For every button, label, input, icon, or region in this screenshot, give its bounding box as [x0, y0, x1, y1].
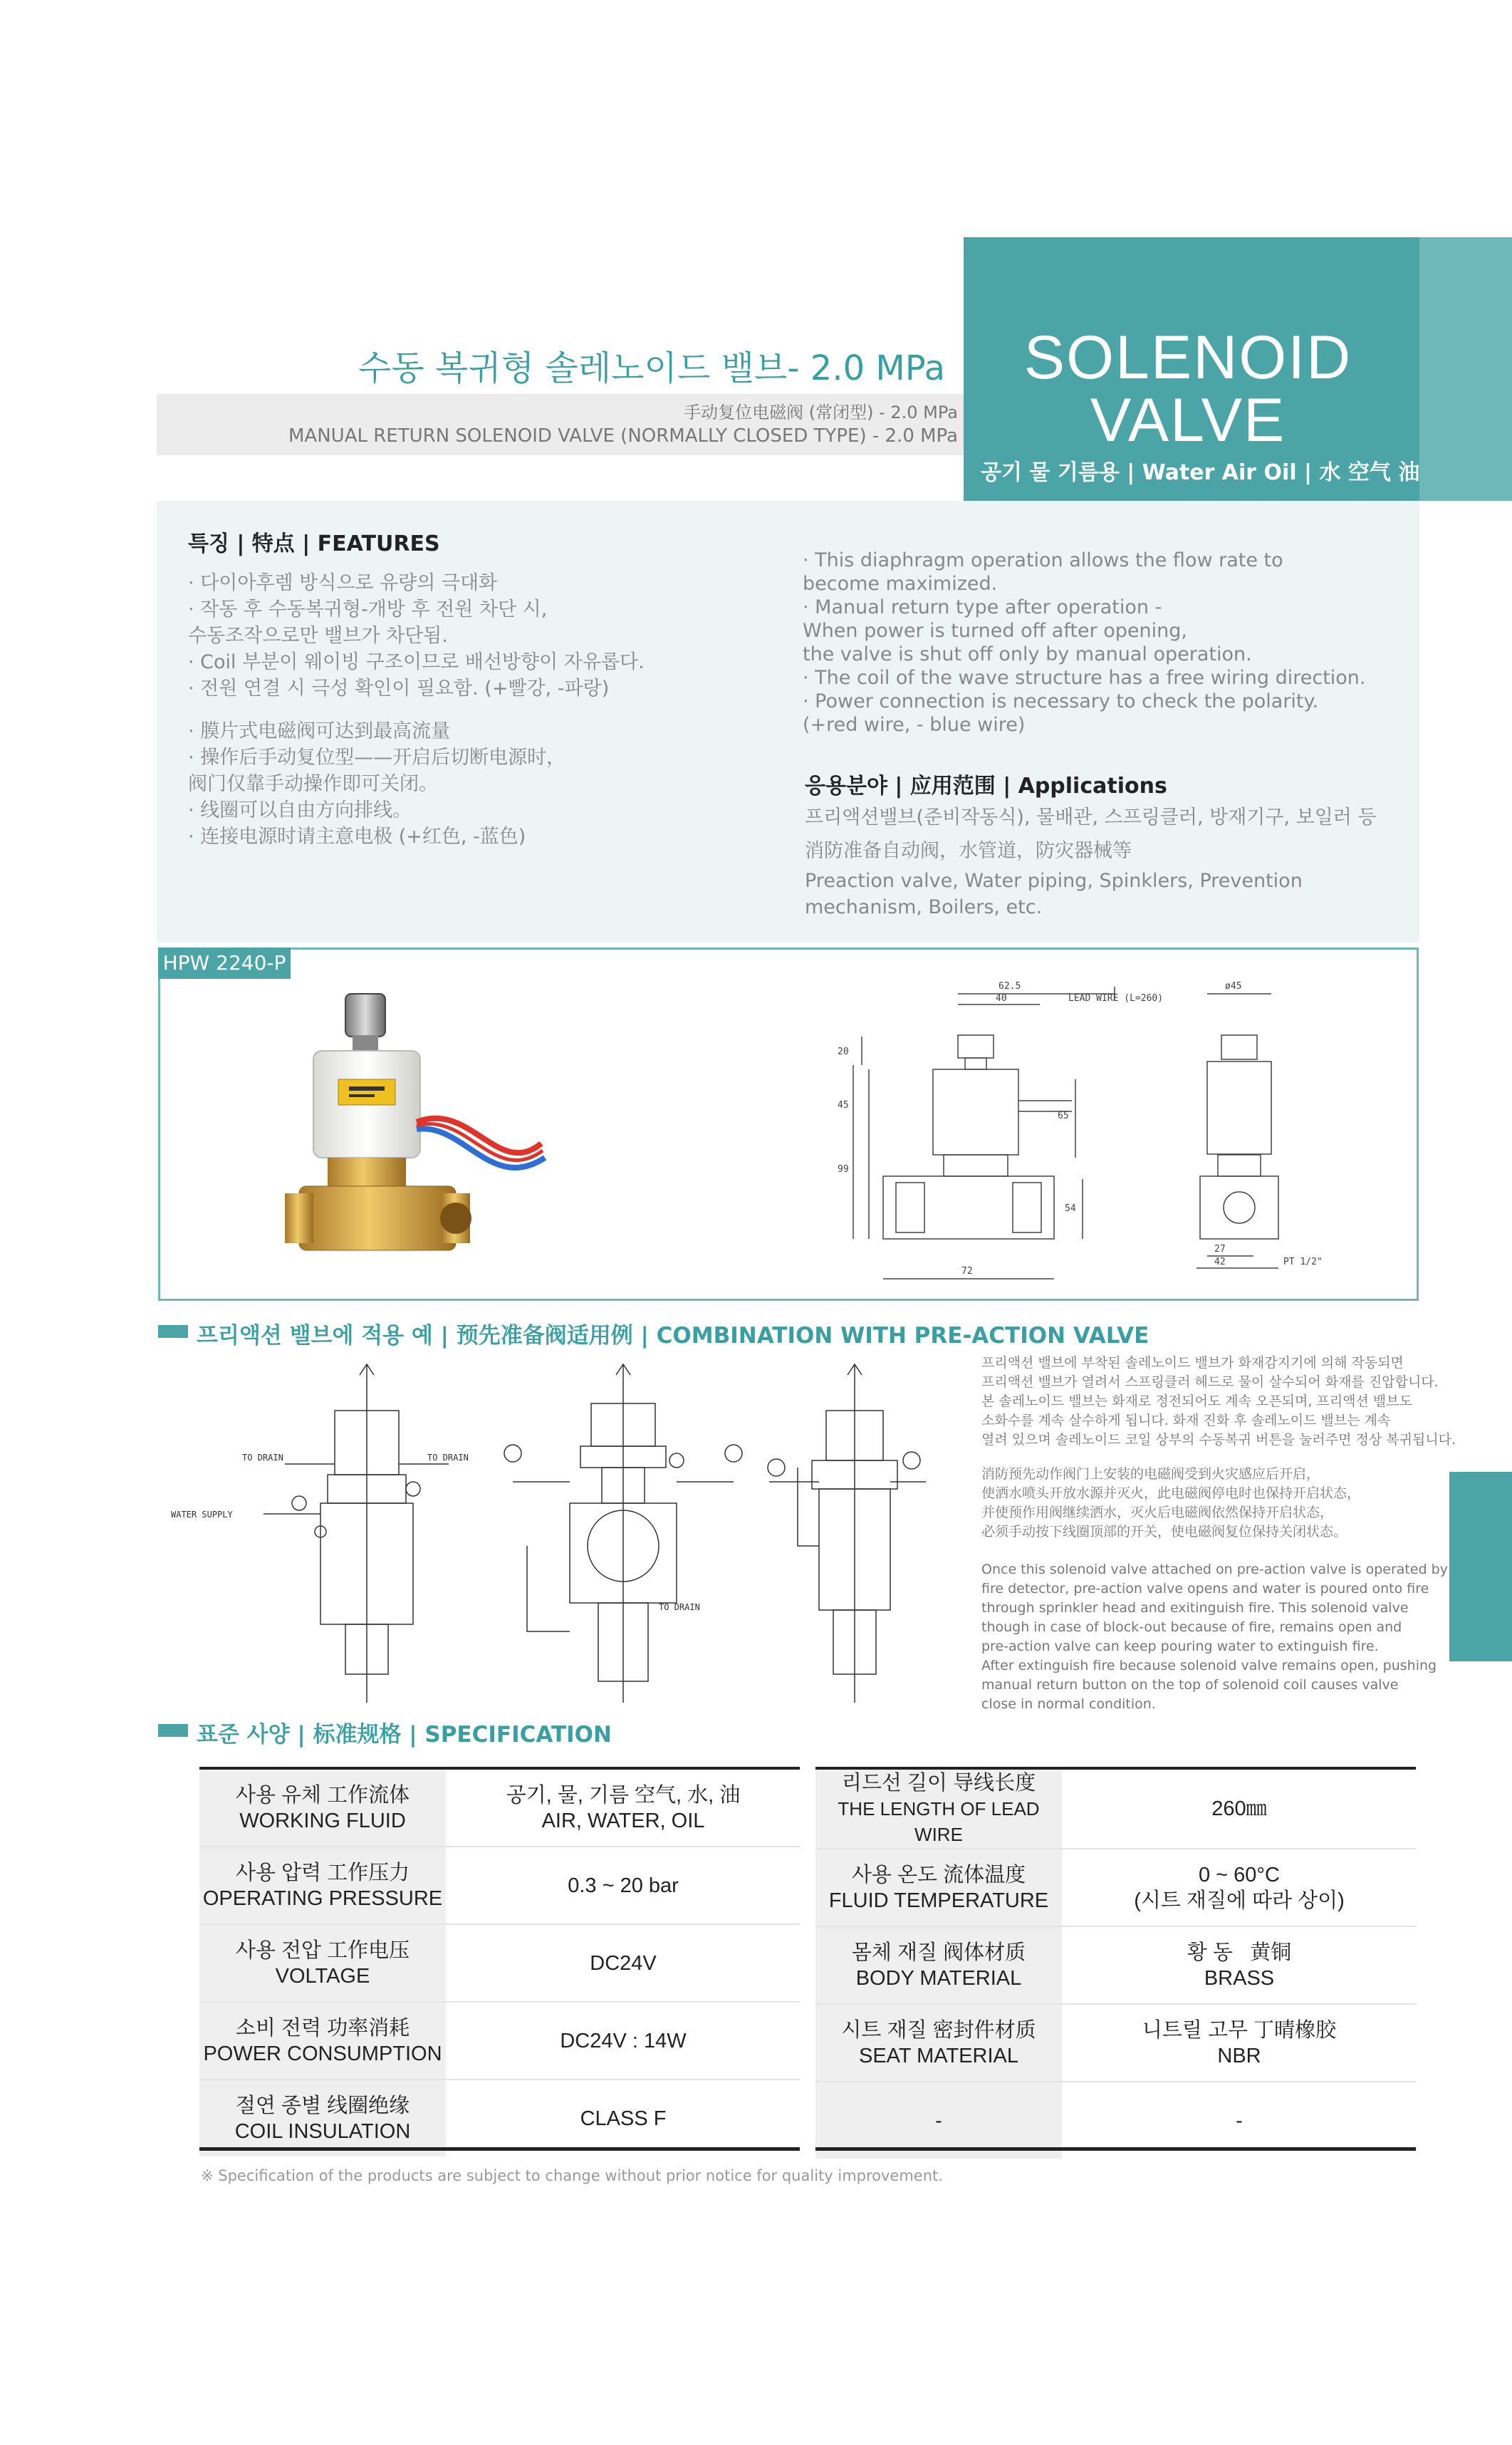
table-rule: [199, 2147, 800, 2151]
list-item: · 连接电源时请主意电极 (+红色, -蓝色): [188, 826, 526, 848]
desc-line: 必须手动按下线圈顶部的开关，使电磁阀复位保持关闭状态。: [981, 1524, 1347, 1540]
subtitle-bar: [157, 394, 964, 455]
desc-line: manual return button on the top of solenoid coil causes valve: [981, 1677, 1399, 1693]
features-heading: 특징 | 特点 | FEATURES: [188, 531, 440, 556]
desc-line: 并使预作用阀继续洒水，灭火后电磁阀依然保持开启状态，: [981, 1505, 1334, 1520]
dim-label: 42: [1214, 1257, 1226, 1267]
dim-label: 54: [1065, 1203, 1076, 1214]
dim-label: 65: [1058, 1111, 1069, 1121]
media-line: 공기 물 기름용 | Water Air Oil | 水 空气 油: [981, 460, 1420, 485]
spec-value: 공기, 물, 기름 空气, 水, 油 AIR, WATER, OIL: [506, 1783, 741, 1832]
dimension-drawing: [812, 965, 1353, 1289]
combination-desc-chinese: [981, 1465, 1360, 1542]
spec-label: 사용 유체 工作流体 WORKING FLUID: [199, 1770, 446, 1847]
desc-line: pre-action valve can keep pouring water to extinguish fire.: [981, 1639, 1379, 1654]
to-drain-label: TO DRAIN: [659, 1602, 700, 1612]
features-korean-list: [188, 570, 645, 702]
spec-label: 절연 종별 线圈绝缘 COIL INSULATION: [199, 2080, 446, 2156]
spec-value: DC24V: [590, 1951, 657, 1975]
spec-table-right: [815, 1770, 1417, 2159]
to-drain-label: TO DRAIN: [242, 1453, 283, 1463]
applications-text: [805, 801, 1377, 868]
dim-label: ø45: [1225, 981, 1242, 992]
desc-line: close in normal condition.: [981, 1696, 1156, 1712]
preaction-diagram: [171, 1361, 926, 1710]
spec-value: DC24V : 14W: [560, 2029, 687, 2052]
list-item: When power is turned off after opening,: [803, 620, 1187, 642]
desc-line: 프리액션 밸브가 열려서 스프링클러 헤드로 물이 살수되어 화재를 진압합니다.: [981, 1374, 1439, 1390]
spec-label: 사용 전압 工作电压 VOLTAGE: [199, 1924, 446, 2002]
list-item: 수동조작으로만 밸브가 차단됨.: [188, 625, 448, 647]
table-row: [199, 1770, 801, 1847]
side-tab: [1449, 1472, 1512, 1661]
spec-label: 사용 온도 流体温度 FLUID TEMPERATURE: [815, 1849, 1062, 1926]
desc-line: through sprinkler head and exitinguish fire. This solenoid valve: [981, 1600, 1409, 1616]
desc-line: 프리액션 밸브에 부착된 솔레노이드 밸브가 화재감지기에 의해 작동되면: [981, 1355, 1404, 1371]
applications-chinese: 消防准备自动阀，水管道，防灾器械等: [805, 840, 1132, 862]
page-title-korean: 수동 복귀형 솔레노이드 밸브- 2.0 MPa: [358, 348, 945, 388]
spec-table-left: [199, 1770, 801, 2156]
desc-line: Once this solenoid valve attached on pre-action valve is operated by: [981, 1562, 1448, 1577]
table-row: [815, 1770, 1417, 1849]
table-row: [199, 2080, 801, 2156]
page-title-chinese: 手动复位电磁阀 (常闭型) - 2.0 MPa: [684, 403, 958, 422]
spec-label: 사용 압력 工作压力 OPERATING PRESSURE: [199, 1847, 446, 1924]
applications-heading: 응용분야 | 应用范围 | Applications: [805, 774, 1167, 799]
desc-line: 소화수를 계속 살수하게 됩니다. 화재 진화 후 솔레노이드 밸브는 계속: [981, 1413, 1391, 1428]
combination-desc-english: [981, 1560, 1448, 1714]
list-item: · Manual return type after operation -: [803, 596, 1162, 618]
applications-english: [805, 868, 1303, 920]
applications-korean: 프리액션밸브(준비작동식), 물배관, 스프링클러, 방재기구, 보일러 등: [805, 806, 1377, 829]
table-row: [815, 1849, 1417, 1926]
spec-label: 리드선 길이 导线长度 THE LENGTH OF LEAD WIRE: [815, 1770, 1062, 1849]
combination-heading: 프리액션 밸브에 적용 예 | 预先准备阀适用例 | COMBINATION WITH PRE-ACTION VALVE: [197, 1323, 1149, 1349]
dim-label: 45: [838, 1100, 849, 1111]
spec-label: 소비 전력 功率消耗 POWER CONSUMPTION: [199, 2002, 446, 2080]
list-item: · The coil of the wave structure has a free wiring direction.: [803, 667, 1366, 689]
list-item: · This diaphragm operation allows the flow rate to: [803, 549, 1283, 571]
list-item: · Power connection is necessary to check the polarity.: [803, 690, 1319, 712]
dim-label: 20: [838, 1047, 849, 1057]
list-item: · 膜片式电磁阀可达到最高流量: [188, 720, 451, 742]
desc-line: 消防预先动作阀门上安装的电磁阀受到火灾感应后开启，: [981, 1466, 1320, 1482]
applications-english-1: Preaction valve, Water piping, Spinklers, Prevention: [805, 870, 1303, 892]
list-item: · 작동 후 수동복귀형-개방 후 전원 차단 시,: [188, 598, 548, 621]
features-chinese-list: [188, 718, 565, 850]
section-marker: [158, 1724, 188, 1737]
list-item: the valve is shut off only by manual operation.: [803, 643, 1252, 665]
title-solenoid: SOLENOID: [1023, 323, 1352, 392]
table-row: [199, 1924, 801, 2002]
spec-value: 260㎜: [1211, 1797, 1267, 1820]
table-row: [199, 2002, 801, 2080]
valve-photo: [285, 980, 612, 1279]
spec-value: 황 동 黄铜 BRASS: [1187, 1941, 1292, 1990]
table-row: [815, 1926, 1417, 2004]
table-row: [199, 1847, 801, 1924]
dim-label: 27: [1214, 1244, 1226, 1255]
desc-line: After extinguish fire because solenoid valve remains open, pushing: [981, 1658, 1437, 1673]
features-english-list: [803, 549, 1366, 737]
applications-english-2: mechanism, Boilers, etc.: [805, 896, 1043, 918]
list-item: · Coil 부분이 웨이빙 구조이므로 배선방향이 자유롭다.: [188, 651, 645, 673]
list-item: · 전원 연결 시 극성 확인이 필요함. (+빨강, -파랑): [188, 678, 610, 700]
desc-line: 본 솔레노이드 밸브는 화재로 정전되어도 계속 오픈되며, 프리액션 밸브도: [981, 1393, 1412, 1409]
spec-label: 몸체 재질 阀体材质 BODY MATERIAL: [815, 1926, 1062, 2004]
spec-label: -: [815, 2082, 1062, 2159]
dim-label: 40: [996, 993, 1007, 1004]
desc-line: 使洒水喷头开放水源并灭火，此电磁阀停电时也保持开启状态，: [981, 1485, 1361, 1501]
spec-value: 니트릴 고무 丁晴橡胶 NBR: [1142, 2018, 1337, 2067]
desc-line: though in case of block-out because of fire, remains open and: [981, 1619, 1402, 1635]
spec-label: 시트 재질 密封件材质 SEAT MATERIAL: [815, 2004, 1062, 2082]
spec-value: -: [1236, 2109, 1243, 2132]
dim-label: 62.5: [999, 981, 1021, 992]
list-item: (+red wire, - blue wire): [803, 714, 1026, 736]
section-marker: [158, 1325, 188, 1338]
list-item: become maximized.: [803, 573, 998, 595]
list-item: · 操作后手动复位型——开启后切断电源时，: [188, 747, 566, 769]
spec-value: 0 ~ 60°C (시트 재질에 따라 상이): [1134, 1863, 1345, 1912]
list-item: 阀门仅靠手动操作即可关闭。: [188, 773, 438, 795]
specification-heading: 표준 사양 | 标准规格 | SPECIFICATION: [197, 1722, 612, 1748]
spec-value: 0.3 ~ 20 bar: [568, 1874, 679, 1897]
model-tag: HPW 2240-P: [158, 948, 291, 979]
header-accent-strip: [1419, 237, 1512, 501]
combination-desc-korean: [981, 1354, 1456, 1450]
desc-line: fire detector, pre-action valve opens and water is poured onto fire: [981, 1581, 1429, 1597]
list-item: · 线圈可以自由方向排线。: [188, 799, 412, 821]
dim-label: LEAD WIRE (L=260): [1068, 993, 1164, 1004]
to-drain-label: TO DRAIN: [427, 1453, 469, 1463]
spec-value: CLASS F: [580, 2107, 667, 2130]
table-row: [815, 2004, 1417, 2082]
title-valve: VALVE: [1090, 386, 1286, 455]
dim-label: 72: [961, 1266, 973, 1277]
dim-label: PT 1/2": [1283, 1257, 1323, 1267]
list-item: · 다이아후렘 방식으로 유량의 극대화: [188, 572, 498, 594]
dim-label: 99: [838, 1164, 849, 1175]
desc-line: 열려 있으며 솔레노이드 코일 상부의 수동복귀 버튼을 눌러주면 정상 복귀됩니다.: [981, 1432, 1456, 1448]
footnote: ※ Specification of the products are subject to change without prior notice for quality improvement.: [201, 2167, 943, 2184]
page-title-english: MANUAL RETURN SOLENOID VALVE (NORMALLY CLOSED TYPE) - 2.0 MPa: [288, 425, 958, 447]
table-rule: [815, 2147, 1416, 2151]
water-supply-label: WATER SUPPLY: [171, 1510, 233, 1520]
